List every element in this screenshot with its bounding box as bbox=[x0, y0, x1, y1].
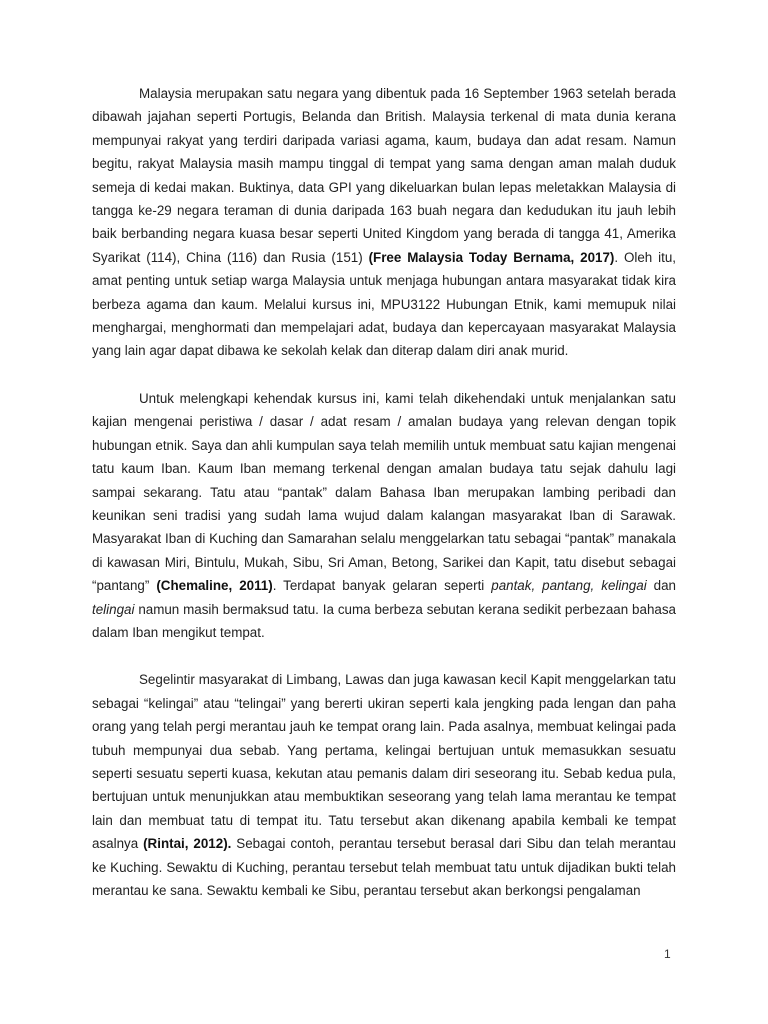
citation: (Free Malaysia Today Bernama, 2017) bbox=[368, 249, 615, 265]
text-run: . Terdapat banyak gelaran seperti bbox=[272, 578, 492, 594]
text-run: dan bbox=[646, 578, 676, 594]
text-run: Malaysia merupakan satu negara yang dibentuk pada 16 September 1963 setelah berada dibawah jajahan seperti Portugis, Belanda dan British. Malaysia terkenal di mata dunia kerana mempunyai rakyat yang terdiri daripada variasi agama, kaum, budaya dan adat resam. Namun begitu, rakyat Malaysia masih mampu tinggal di tempat yang sama dengan aman malah duduk semeja di kedai makan. Buktinya, data GPI yang dikeluarkan bulan lepas meletakkan Malaysia di tangga ke-29 negara teraman di dunia daripada 163 buah negara dan kedudukan itu jauh lebih baik berbanding negara kuasa besar seperti United Kingdom yang berada di tangga 41, Amerika Syarikat (114), China (116) dan Rusia (151) bbox=[92, 86, 676, 265]
citation: (Chemaline, 2011) bbox=[156, 578, 273, 594]
document-body bbox=[92, 82, 676, 926]
paragraph-2 bbox=[92, 387, 676, 644]
text-run: namun masih bermaksud tatu. Ia cuma berbeza sebutan kerana sedikit perbezaan bahasa dalam Iban mengikut tempat. bbox=[92, 601, 676, 640]
text-run: Segelintir masyarakat di Limbang, Lawas dan juga kawasan kecil Kapit menggelarkan tatu sebagai “kelingai” atau “telingai” yang bererti ukiran seperti kala jengking pada lengan dan paha orang yang telah pergi merantau jauh ke tempat orang lain. Pada asalnya, membuat kelingai pada tubuh mempunyai dua sebab. Yang pertama, kelingai bertujuan untuk memasukkan sesuatu seperti sesuatu seperti kuasa, kekutan atau pemanis dalam diri seseorang itu. Sebab kedua pula, bertujuan untuk menunjukkan atau membuktikan seseorang yang telah lama merantau ke tempat lain dan membuat tatu di tempat itu. Tatu tersebut akan dikenang apabila kembali ke tempat asalnya bbox=[92, 672, 676, 852]
citation: (Rintai, 2012). bbox=[143, 836, 232, 852]
italic-term: pantak, pantang, kelingai bbox=[491, 578, 647, 594]
text-run: . Oleh itu, amat penting untuk setiap warga Malaysia untuk menjaga hubungan antara masyarakat tidak kira berbeza agama dan kaum. Melalui kursus ini, MPU3122 Hubungan Etnik, kami memupuk nilai menghargai, menghormati dan mempelajari adat, budaya dan kepercayaan masyarakat Malaysia yang lain agar dapat dibawa ke sekolah kelak dan diterap dalam diri anak murid. bbox=[92, 249, 676, 359]
page-number: 1 bbox=[664, 947, 671, 961]
italic-term: telingai bbox=[92, 601, 135, 617]
text-run: Sebagai contoh, perantau tersebut berasal dari Sibu dan telah merantau ke Kuching. Sewaktu di Kuching, perantau tersebut telah membuat tatu untuk dijadikan bukti telah merantau ke sana. Sewaktu kembali ke Sibu, perantau tersebut akan berkongsi pengalaman bbox=[92, 836, 676, 898]
paragraph-1 bbox=[92, 82, 676, 363]
paragraph-3 bbox=[92, 668, 676, 902]
text-run: Untuk melengkapi kehendak kursus ini, kami telah dikehendaki untuk menjalankan satu kajian mengenai peristiwa / dasar / adat resam / amalan budaya yang relevan dengan topik hubungan etnik. Saya dan ahli kumpulan saya telah memilih untuk membuat satu kajian mengenai tatu kaum Iban. Kaum Iban memang terkenal dengan amalan budaya tatu sejak dahulu lagi sampai sekarang. Tatu atau “pantak” dalam Bahasa Iban merupakan lambing peribadi dan keunikan seni tradisi yang sudah lama wujud dalam kalangan masyarakat Iban di Sarawak. Masyarakat Iban di Kuching dan Samarahan selalu menggelarkan tatu sebagai “pantak” manakala di kawasan Miri, Bintulu, Mukah, Sibu, Sri Aman, Betong, Sarikei dan Kapit, tatu disebut sebagai “pantang” bbox=[92, 390, 676, 594]
